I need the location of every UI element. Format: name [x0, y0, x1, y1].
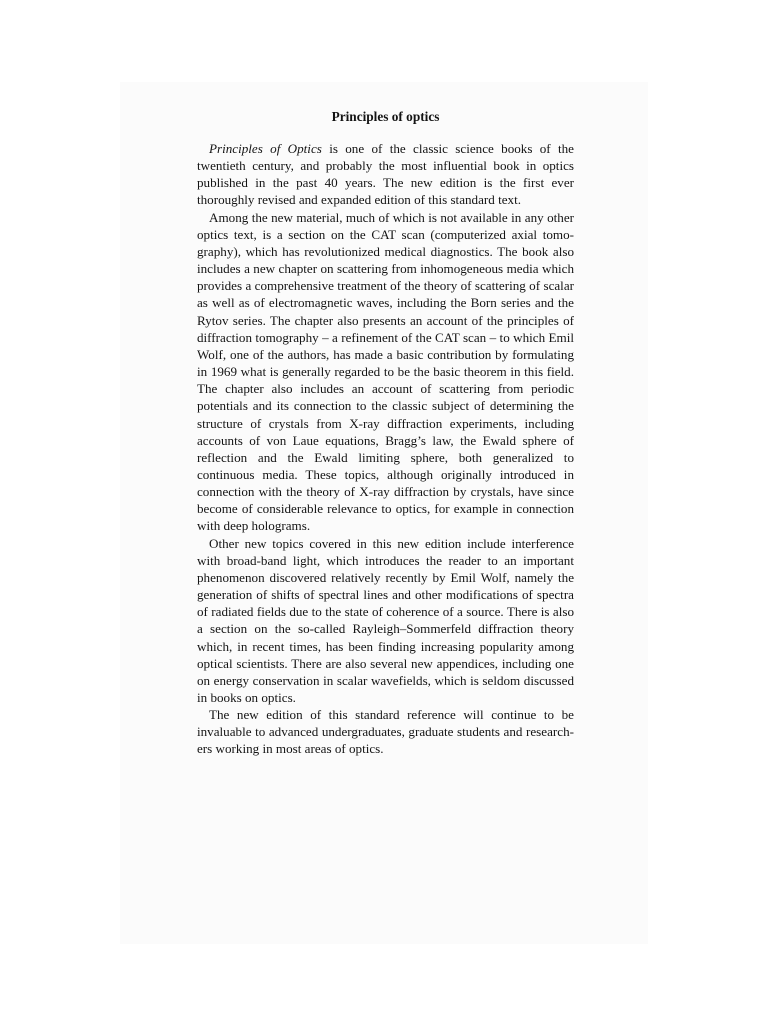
page-title: Principles of optics	[331, 109, 440, 124]
paragraph-intro	[197, 140, 574, 209]
document-body	[197, 108, 574, 758]
paragraph-new-material: Among the new material, much of which is not available in any other optics text, is a section on the CAT scan (computerized axial tomography), which has revolutionized medical diagnostics. The book also includes a new chapter on scattering from inhomogeneous media which provides a comprehensive treatment of the theory of scattering of scalar as well as of electromagnetic waves, including the Born series and the Rytov series. The chapter also presents an account of the principles of diffraction tomography – a refinement of the CAT scan – to which Emil Wolf, one of the authors, has made a basic contribution by formulating in 1969 what is generally regarded to be the basic theorem in this field. The chapter also includes an account of scattering from periodic potentials and its connection to the classic subject of determining the structure of crystals from X-ray diffraction experiments, including accounts of von Laue equations, Bragg’s law, the Ewald sphere of reflection and the Ewald limiting sphere, both generalized to continuous media. These topics, although originally introduced in connection with the theory of X-ray diffraction by crystals, have since become of considerable relevance to optics, for example in connection with deep holograms.	[197, 209, 574, 534]
book-title-italic: Principles of Optics	[209, 141, 322, 156]
paragraph-intro-text: is one of the classic science books of the twentieth century, and probably the most influential book in optics published in the past 40 years. The new edition is the first ever thoroughly revised and expanded edition of this standard text.	[197, 141, 574, 208]
paragraph-conclusion: The new edition of this standard reference will continue to be invaluable to advanced undergraduates, graduate students and researchers working in most areas of optics.	[197, 707, 574, 757]
paragraph-new-topics: Other new topics covered in this new edition include interference with broad-band light, which introduces the reader to an important phenomenon discovered relatively recently by Emil Wolf, namely the generation of shifts of spectral lines and other modifications of spectra of radiated fields due to the state of coherence of a source. There is also a section on the so-called Rayleigh–Sommerfeld diffraction theory which, in recent times, has been finding increasing popularity among optical scientists. There are also several new appendices, including one on energy conservation in scalar wavefields, which is seldom discussed in books on optics.	[197, 535, 574, 705]
